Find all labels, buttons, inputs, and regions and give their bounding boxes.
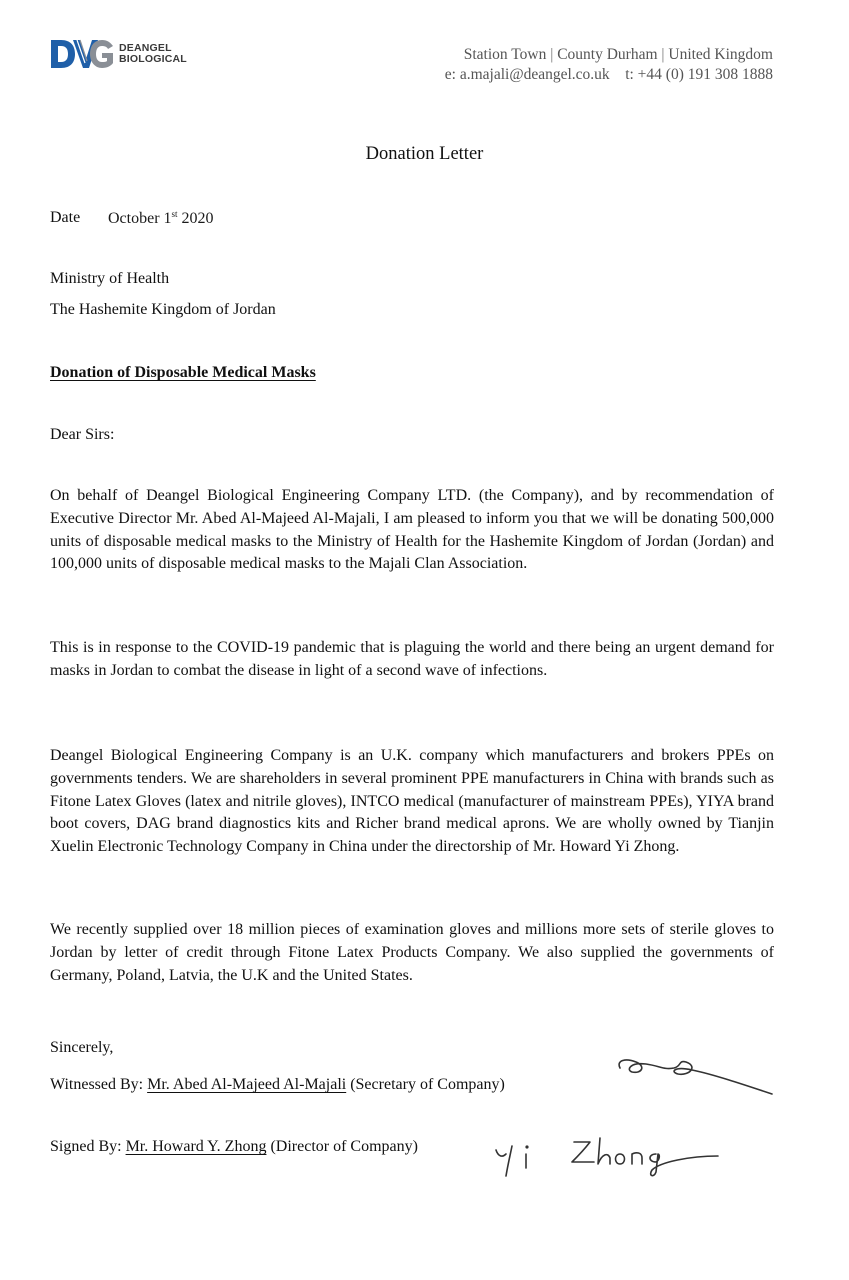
witness-label: Witnessed By: [50, 1076, 144, 1093]
paragraph-1: On behalf of Deangel Biological Engineering Company LTD. (the Company), and by recommendation of Executive Director Mr. Abed Al-Majeed Al-Majali, I am pleased to inform you that we will be donating 500,000 units of disposable medical masks to the Ministry of Health for the Hashemite Kingdom of Jordan (Jordan) and 100,000 units of disposable medical masks to the Majali Clan Association. [50, 487, 774, 573]
address-town: Station Town [463, 46, 547, 63]
witness-line [50, 1076, 505, 1094]
signer-signature-icon [490, 1132, 725, 1182]
address-county: County Durham [557, 46, 658, 63]
signer-role: (Director of Company) [270, 1138, 418, 1155]
contact-block [445, 45, 773, 85]
date-label: Date [50, 209, 81, 226]
salutation: Dear Sirs: [50, 426, 115, 443]
recipient-line-2: The Hashemite Kingdom of Jordan [50, 301, 276, 318]
signer-label: Signed By: [50, 1138, 122, 1155]
spacer [614, 66, 622, 83]
email-text: e: a.majali@deangel.co.uk [444, 66, 610, 83]
separator: | [550, 46, 558, 63]
subject-line: Donation of Disposable Medical Masks [50, 364, 316, 381]
date-month: October 1 [108, 210, 172, 227]
witness-name: Mr. Abed Al-Majeed Al-Majali [147, 1076, 347, 1093]
logo-line-2: BIOLOGICAL [119, 53, 187, 65]
closing: Sincerely, [50, 1039, 114, 1056]
logo-line-1: DEANGEL [119, 42, 172, 54]
address-country: United Kingdom [668, 46, 773, 63]
paragraph-2: This is in response to the COVID-19 pandemic that is plaguing the world and there being an urgent demand for masks in Jordan to combat the disease in light of a second wave of infections. [50, 639, 774, 679]
date-suffix: st [171, 209, 178, 219]
date-value [108, 209, 214, 228]
signer-signature [490, 1132, 725, 1182]
dag-logo-icon [49, 37, 115, 71]
signer-line [50, 1138, 418, 1156]
paragraph-3: Deangel Biological Engineering Company is an U.K. company which manufacturers and brokers PPEs on governments tenders. We are shareholders in several prominent PPE manufacturers in China with brands such as Fitone Latex Gloves (latex and nitrile gloves), INTCO medical (manufacturer of mainstream PPEs), YIYA brand boot covers, DAG brand diagnostics kits and Richer brand medical aprons. We are wholly owned by Tianjin Xuelin Electronic Technology Company in China under the directorship of Mr. Howard Yi Zhong. [50, 747, 774, 856]
company-logo [49, 36, 187, 72]
letter-title: Donation Letter [365, 144, 484, 164]
witness-signature-icon [612, 1050, 782, 1105]
witness-signature [612, 1050, 782, 1105]
recipient-line-1: Ministry of Health [50, 270, 170, 287]
address-line [445, 45, 773, 65]
witness-role: (Secretary of Company) [350, 1076, 505, 1093]
contact-line [445, 65, 773, 85]
phone-text: t: +44 (0) 191 308 1888 [625, 66, 773, 83]
paragraph-4: We recently supplied over 18 million pieces of examination gloves and millions more sets of sterile gloves to Jordan by letter of credit through Fitone Latex Products Company. We also supplied the governments of Germany, Poland, Latvia, the U.K and the United States. [50, 921, 774, 984]
signer-name: Mr. Howard Y. Zhong [125, 1138, 267, 1155]
date-year: 2020 [181, 210, 214, 227]
separator: | [661, 46, 669, 63]
